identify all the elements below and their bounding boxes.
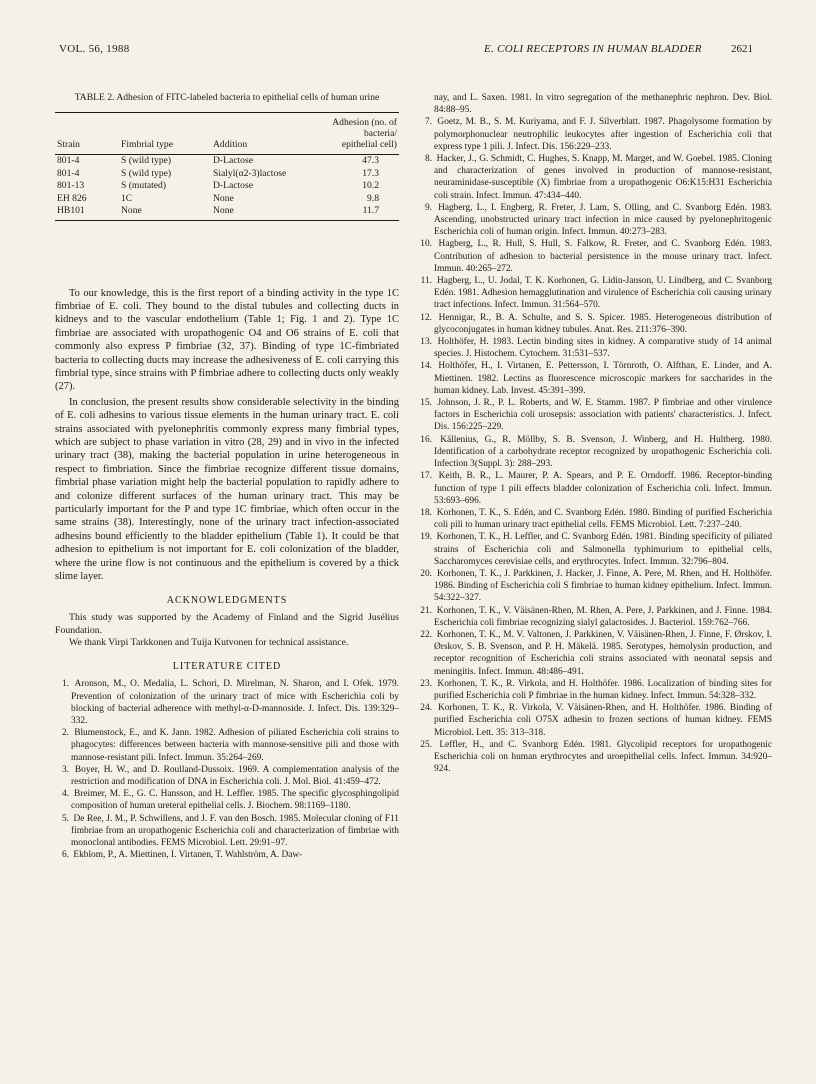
reference-item — [55, 727, 399, 764]
col-header-strain: Strain — [57, 139, 80, 150]
cell-strain: 801-4 — [57, 167, 80, 179]
reference-item — [55, 678, 399, 727]
reference-item — [55, 788, 399, 812]
reference-number: 2. — [61, 728, 69, 739]
reference-text: Blumenstock, E., and K. Jann. 1982. Adhesion of piliated Escherichia coli strains to phagocytes: differences between bacteria with mannose-sensitive pili and those with mannose-resistant pili. Infect. Immun. 35:264–269. — [71, 728, 399, 763]
reference-text: Breimer, M. E., G. C. Hansson, and H. Leffler. 1985. The specific glycosphingolipid composition of human ureteral epithelial cells. J. Biochem. 98:1169–1180. — [71, 789, 399, 812]
table-header-row — [55, 113, 399, 155]
running-header-title: E. COLI RECEPTORS IN HUMAN BLADDER — [484, 43, 702, 55]
reference-list-right — [418, 116, 772, 775]
left-column — [55, 92, 399, 861]
reference-text: Keith, B. R., L. Maurer, P. A. Spears, and P. E. Orndorff. 1986. Receptor-binding function of type 1 pili effects bladder colonization of Escherichia coli. Infect. Immun. 53:693–696. — [434, 471, 773, 506]
reference-item — [418, 470, 772, 507]
reference-text: Holthöfer, H., I. Virtanen, E. Pettersson, I. Törnroth, O. Alfthan, E. Linder, and A. Miettinen. 1982. Lectins as fluorescence microscopic markers for saccharides in the human kidney. Lab. Invest. 45:391–399. — [434, 361, 773, 396]
reference-text: Korhonen, T. K., R. Virkola, V. Väisänen-Rhen, and H. Holthöfer. 1986. Binding of purified Escherichia coli O75X adhesin to frozen sections of human kidney. FEMS Microbiol. Lett. 35: 313–318. — [434, 703, 772, 738]
reference-number: 13. — [420, 337, 432, 348]
reference-text: Goetz, M. B., S. M. Kuriyama, and F. J. Silverblatt. 1987. Phagolysome formation by polymorphonuclear neutrophilic leukocytes after ingestion of Escherichia coli that express type 1 pili. J. Infect. Dis. 156:229–233. — [434, 117, 772, 152]
reference-text: Korhonen, T. K., V. Väisänen-Rhen, M. Rhen, A. Pere, J. Parkkinen, and J. Finne. 1984. Escherichia coli fimbriae recognizing sialyl galactosides. J. Bacteriol. 159:762–766. — [434, 605, 772, 628]
cell-addition: None — [213, 192, 234, 204]
cell-addition: None — [211, 205, 327, 220]
page-number: 2621 — [731, 43, 753, 55]
reference-item — [55, 849, 399, 861]
reference-number: 3. — [61, 764, 69, 775]
reference-number: 4. — [61, 789, 69, 800]
reference-item — [418, 605, 772, 629]
reference-text: Aronson, M., O. Medalia, L. Schori, D. Mirelman, N. Sharon, and I. Ofek. 1979. Prevention of colonization of the urinary tract of mice with Escherichia coli by blocking of bacterial adherence with methyl-α-D-mannoside. J. Infect. Dis. 139:329–332. — [71, 679, 399, 726]
reference-number: 21. — [420, 605, 432, 616]
acknowledgments-heading: ACKNOWLEDGMENTS — [166, 595, 288, 607]
reference-item — [418, 702, 772, 739]
reference-text: Korhonen, T. K., M. V. Valtonen, J. Parkkinen, V. Väisänen-Rhen, J. Finne, F. Ørskov, I. Ørskov, S. B. Svenson, and P. H. Mäkelä. 1985. Serotypes, hemolysin production, and receptor recognition of Escherichia coli strains associated with neonatal sepsis and meningitis. Infect. Immun. 48:486–491. — [434, 629, 772, 677]
cell-addition: D-Lactose — [213, 155, 253, 166]
reference-text: Johnson, J. R., P. L. Roberts, and W. E. Stamm. 1987. P fimbriae and other virulence factors in Escherichia coli urosepsis: association with patients' characteristics. J. Infect. Dis. 156:225–229. — [434, 398, 773, 433]
reference-text: De Ree, J. M., P. Schwillens, and J. F. van den Bosch. 1985. Molecular cloning of F11 fimbriae from an uropathogenic Escherichia coli and characterization of fimbriae with monoclonal antibodies. FEMS Microbiol. Lett. 29:91–97. — [71, 813, 399, 848]
col-header-fimbrial-type: Fimbrial type — [121, 139, 173, 150]
reference-number: 7. — [424, 117, 432, 128]
reference-item — [418, 336, 772, 360]
cell-fimbrial-type: S (mutated) — [121, 180, 167, 191]
reference-text: Korhonen, T. K., J. Parkkinen, J. Hacker, J. Finne, A. Pere, M. Rhen, and H. Holthöfer. 1986. Binding of Escherichia coli S fimbriae to human kidney epithelium. Infect. Immun. 54:322–327. — [434, 568, 772, 604]
reference-number: 16. — [420, 434, 432, 445]
reference-text: Leffler, H., and C. Svanborg Edén. 1981. Glycolipid receptors for uropathogenic Escherichia coli on human erythrocytes and uroepithelial cells. Infect. Immun. 34:920–924. — [434, 739, 772, 775]
reference-text: Hagberg, L., I. Engberg, R. Freter, J. Lam, S. Olling, and C. Svanborg Edén. 1983. Ascending, unobstructed urinary tract infection in mice caused by pyelonephritogenic Escherichia coli of human origin. Infect. Immun. 40:273–283. — [434, 202, 772, 238]
reference-list-left — [55, 678, 399, 861]
body-paragraph-1: To our knowledge, this is the first report of a binding activity in the type 1C fimbriae of E. coli. They bound to the distal tubules and collecting ducts in kidneys and to the vascular endothelium (Table 1; Fig. 1 and 2). Type 1C fimbriae are associated with uropathogenic O4 and O6 strains of E. coli that commonly also express P fimbriae (32, 37). Binding of type 1C-fimbriated bacteria to collecting ducts may increase the adhesiveness of E. coli carrying this fimbrial type, since strains with P fimbriae adhere to collecting ducts only weakly (27). — [55, 287, 399, 393]
cell-fimbrial-type: None — [119, 205, 211, 220]
table-body — [55, 155, 399, 221]
reference-item — [418, 275, 772, 312]
reference-item — [418, 434, 772, 471]
cell-addition: D-Lactose — [213, 180, 253, 191]
reference-text: Hagberg, L., U. Jodal, T. K. Korhonen, G. Lidin-Janson, U. Lindberg, and C. Svanborg Edén. 1981. Adhesion hemagglutination and virulence of Escherichia coli causing urinary tract infections. Infect. Immun. 31:564–570. — [434, 276, 772, 311]
reference-number: 17. — [420, 471, 432, 482]
reference-item — [418, 202, 772, 239]
reference-item — [418, 238, 772, 275]
cell-adhesion: 10.2 — [362, 180, 379, 191]
reference-item — [55, 764, 399, 788]
reference-text: Korhonen, T. K., S. Edén, and C. Svanborg Edén. 1980. Binding of purified Escherichia coli pili to human urinary tract epithelial cells. FEMS Microbiol. Lett. 7:237–240. — [434, 507, 773, 531]
adhesion-table — [55, 112, 399, 221]
reference-text: Källenius, G., R. Möllby, S. B. Svenson, J. Winberg, and H. Hultberg. 1980. Identification of a carbohydrate receptor recognized by uropathogenic Escherichia coli. Infection 3(Suppl. 3): 288–293. — [434, 434, 772, 470]
reference-number: 6. — [61, 850, 69, 861]
reference-text: Korhonen, T. K., H. Leffler, and C. Svanborg Edén. 1981. Binding specificity of piliated strains of Escherichia coli and Salmonella typhimurium to epithelial cells, Saccharomyces cerevisiae cells, and erythrocytes. Infect. Immun. 32:796–804. — [434, 532, 773, 567]
body-paragraph-2: In conclusion, the present results show considerable selectivity in the binding of E. coli adhesins to various tissue elements in the human urinary tract. E. coli strains associated with pyelonephritis commonly express many fimbrial types, which are subject to phase variation in vitro (28, 29) and in vivo in the infected urinary tract (38), making the bacterial population in urine heterogeneous in respect to fimbriation. Since the fimbriae recognize different tissue domains, fimbrial phase variation might help the bacterial population to rapidly adhere to and colonize different surfaces of the human urinary tract. This may be particularly important for the P and type 1C fimbriae, which often occur in the same strains (38). Interestingly, none of the urinary tract infection-associated adhesins bound efficiently to the bladder epithelium (Table 1). It could be that adhesion to epithelium is not important for E. coli colonization of the bladder, where the urine flow is not continuous and the epithelium is covered by a thick slime layer. — [55, 396, 399, 583]
acknowledgments-paragraph-2: We thank Virpi Tarkkonen and Tuija Kutvonen for technical assistance. — [69, 637, 349, 649]
reference-number: 5. — [61, 813, 69, 824]
cell-fimbrial-type: S (wild type) — [121, 167, 172, 179]
table-row — [55, 168, 399, 181]
cell-fimbrial-type: S (wild type) — [121, 155, 172, 166]
reference-number: 10. — [420, 239, 432, 250]
reference-text: Korhonen, T. K., R. Virkola, and H. Holthöfer. 1986. Localization of binding sites for purified Escherichia coli P fimbriae in the human kidney. Infect. Immun. 54:328–332. — [434, 678, 773, 701]
table-row — [55, 155, 399, 168]
reference-text: Hacker, J., G. Schmidt, C. Hughes, S. Knapp, M. Marget, and W. Goebel. 1985. Cloning and characterization of genes involved in production of mannose-resistant, neuraminidase-susceptible (X) fimbriae from a uropathogenic O6:K15:H31 Escherichia coli strain. Infect. Immun. 47:434–440. — [434, 154, 772, 201]
reference-number: 23. — [420, 678, 432, 689]
reference-item — [55, 813, 399, 850]
reference-continuation: nay, and L. Saxen. 1981. In vitro segregation of the methanephric nephron. Dev. Biol. 84:88–95. — [434, 93, 772, 116]
literature-cited-heading: LITERATURE CITED — [172, 661, 282, 673]
reference-number: 12. — [420, 312, 432, 323]
right-column — [418, 92, 772, 775]
col-header-adhesion: Adhesion (no. of bacteria/ epithelial cell) — [332, 117, 397, 150]
cell-fimbrial-type: 1C — [121, 192, 133, 204]
reference-number: 9. — [424, 202, 432, 213]
reference-number: 8. — [424, 154, 432, 165]
reference-item — [418, 629, 772, 678]
cell-adhesion: 47.3 — [362, 155, 379, 166]
reference-number: 18. — [420, 507, 432, 518]
reference-number: 20. — [420, 568, 432, 579]
reference-number: 14. — [420, 361, 432, 372]
reference-item — [418, 739, 772, 776]
reference-text: Ekblom, P., A. Miettinen, I. Virtanen, T. Wahlström, A. Daw- — [73, 850, 303, 861]
reference-item — [418, 153, 772, 202]
reference-item — [418, 531, 772, 568]
reference-number: 15. — [420, 398, 432, 409]
reference-number: 11. — [420, 276, 432, 287]
reference-item — [418, 507, 772, 531]
reference-text: Boyer, H. W., and D. Roulland-Dussoix. 1969. A complementation analysis of the restriction and modification of DNA in Escherichia coli. J. Mol. Biol. 41:459–472. — [71, 764, 400, 787]
reference-item — [418, 360, 772, 397]
table-caption: TABLE 2. Adhesion of FITC-labeled bacteria to epithelial cells of human urine — [74, 92, 380, 103]
reference-text: Hennigar, R., B. A. Schulte, and S. S. Spicer. 1985. Heterogeneous distribution of glycoconjugates in human kidney tubules. Anat. Res. 211:376–390. — [434, 312, 772, 335]
cell-addition: Sialyl(α2-3)lactose — [213, 167, 287, 179]
cell-strain: EH 826 — [57, 192, 87, 204]
reference-item — [418, 312, 772, 336]
reference-item — [418, 397, 772, 434]
reference-number: 24. — [420, 703, 432, 714]
reference-item — [418, 116, 772, 153]
reference-item — [418, 678, 772, 702]
cell-strain: 801-4 — [57, 155, 80, 166]
cell-strain: HB101 — [55, 205, 119, 220]
reference-item — [418, 568, 772, 605]
reference-text: Holthöfer, H. 1983. Lectin binding sites in kidney. A comparative study of 14 animal species. J. Histochem. Cytochem. 31:531–537. — [434, 337, 773, 360]
reference-number: 1. — [61, 679, 69, 690]
reference-text: Hagberg, L., R. Hull, S. Hull, S. Falkow, R. Freter, and C. Svanborg Edén. 1983. Contribution of adhesion to bacterial persistence in the mouse urinary tract. Infect. Immun. 40:265–272. — [434, 239, 773, 274]
table-row — [55, 205, 399, 220]
cell-adhesion: 17.3 — [362, 167, 379, 179]
reference-number: 19. — [420, 532, 432, 543]
reference-number: 22. — [420, 629, 432, 640]
table-row — [55, 180, 399, 193]
cell-strain: 801-13 — [57, 180, 85, 191]
cell-adhesion: 9.8 — [367, 192, 379, 204]
acknowledgments-paragraph-1: This study was supported by the Academy of Finland and the Sigrid Jusélius Foundation. — [55, 612, 399, 636]
running-header-volume: VOL. 56, 1988 — [59, 43, 130, 55]
reference-number: 25. — [420, 739, 432, 750]
col-header-addition: Addition — [213, 139, 248, 150]
cell-adhesion: 11.7 — [327, 205, 399, 220]
table-row — [55, 193, 399, 206]
